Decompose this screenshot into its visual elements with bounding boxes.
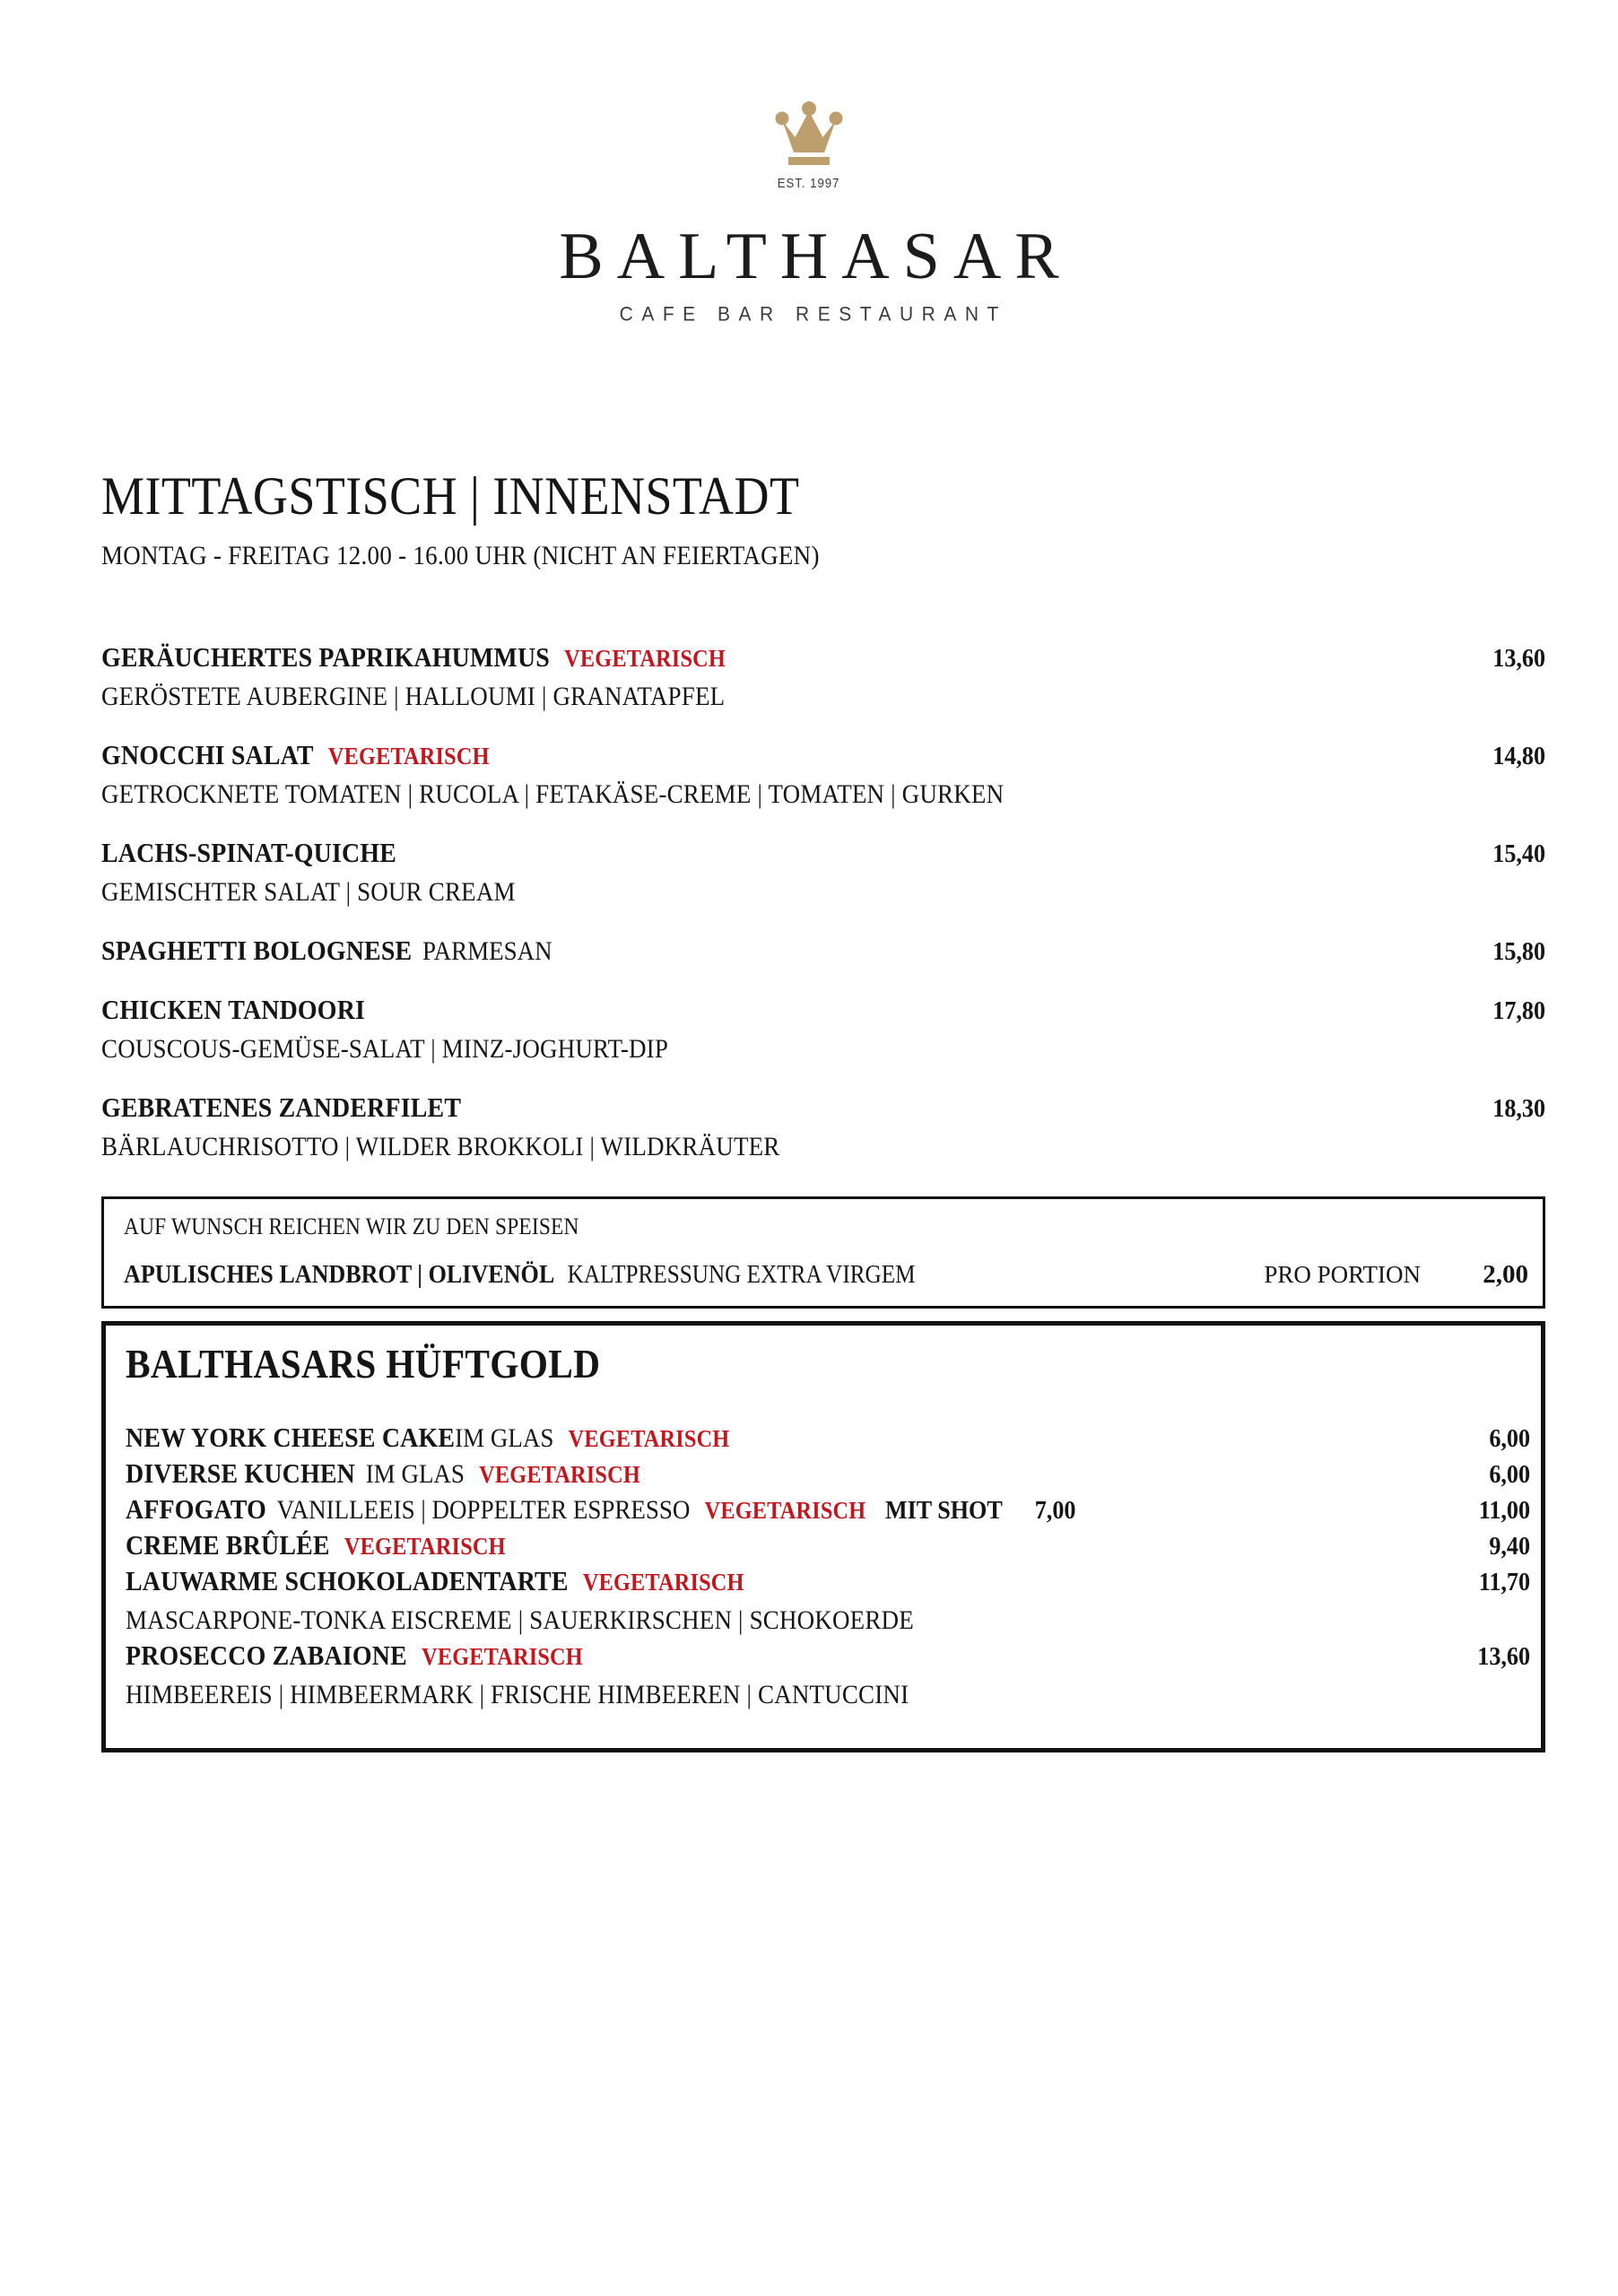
menu-item-price: 15,40 <box>1492 839 1545 868</box>
menu-item-name: SPAGHETTI BOLOGNESE <box>101 935 413 966</box>
restaurant-logo <box>0 0 1618 326</box>
menu-item-description: HIMBEEREIS | HIMBEERMARK | FRISCHE HIMBEEREN | CANTUCCINI <box>126 1680 909 1709</box>
menu-item-name: GNOCCHI SALAT <box>101 739 314 770</box>
menu-item-suffix: VANILLEEIS | DOPPELTER ESPRESSO <box>276 1495 691 1525</box>
menu-item-name: GERÄUCHERTES PAPRIKAHUMMUS <box>101 641 550 673</box>
menu-item <box>101 739 1545 810</box>
menu-item-name: LAUWARME SCHOKOLADENTARTE <box>126 1565 569 1596</box>
menu-item-description: BÄRLAUCHRISOTTO | WILDER BROKKOLI | WILDKRÄUTER <box>101 1132 780 1161</box>
menu-item-name: CHICKEN TANDOORI <box>101 994 366 1025</box>
menu-item-description: GEMISCHTER SALAT | SOUR CREAM <box>101 877 516 907</box>
vegetarian-badge: VEGETARISCH <box>704 1497 866 1524</box>
menu-item-price: 15,80 <box>1492 937 1545 966</box>
menu-item-row <box>126 1493 1530 1526</box>
menu-item-row <box>126 1457 1530 1490</box>
menu-item-price: 17,80 <box>1492 996 1545 1025</box>
menu-item <box>126 1529 1530 1561</box>
vegetarian-badge: VEGETARISCH <box>479 1461 640 1488</box>
menu-item-row <box>101 837 1545 869</box>
menu-item-titles <box>126 1493 1294 1526</box>
menu-item-titles <box>101 1091 1306 1124</box>
vegetarian-badge: VEGETARISCH <box>422 1643 583 1670</box>
page-subtitle: MONTAG - FREITAG 12.00 - 16.00 UHR (NICHT AN FEIERTAGEN) <box>101 541 820 570</box>
vegetarian-badge: VEGETARISCH <box>344 1533 506 1560</box>
menu-item-description: MASCARPONE-TONKA EISCREME | SAUERKIRSCHEN | SCHOKOERDE <box>126 1605 914 1635</box>
menu-item-price: 14,80 <box>1492 742 1545 770</box>
vegetarian-badge: VEGETARISCH <box>327 743 490 770</box>
established-text: EST. 1997 <box>778 176 840 191</box>
menu-item-titles <box>101 641 1306 674</box>
bread-price: 2,00 <box>1483 1260 1528 1289</box>
dessert-box <box>101 1321 1545 1752</box>
page-title: MITTAGSTISCH | INNENSTADT <box>101 466 800 526</box>
menu-item-price: 13,60 <box>1492 644 1545 673</box>
menu-item <box>126 1457 1530 1490</box>
menu-item-row <box>126 1639 1530 1672</box>
vegetarian-badge: VEGETARISCH <box>582 1569 744 1596</box>
menu-item-titles <box>126 1457 1294 1490</box>
menu-item-titles <box>101 935 1306 967</box>
menu-item-name: PROSECCO ZABAIONE <box>126 1639 407 1671</box>
bread-row <box>124 1260 1528 1290</box>
menu-item-titles <box>126 1639 1294 1672</box>
bread-offer-box <box>101 1196 1545 1309</box>
bread-note: AUF WUNSCH REICHEN WIR ZU DEN SPEISEN <box>124 1213 579 1239</box>
menu-item-price: 6,00 <box>1489 1424 1530 1453</box>
menu-item-name: GEBRATENES ZANDERFILET <box>101 1091 462 1123</box>
menu-item-row <box>101 935 1545 967</box>
menu-item <box>126 1493 1530 1526</box>
menu-item-price: 11,70 <box>1478 1568 1530 1596</box>
menu-item-titles <box>126 1422 1294 1454</box>
menu-item-price: 11,00 <box>1478 1496 1530 1525</box>
bread-main <box>124 1260 1150 1290</box>
menu-item-row <box>101 641 1545 674</box>
menu-item-row <box>126 1529 1530 1561</box>
menu-item-price: 13,60 <box>1477 1642 1530 1671</box>
menu-item-name: LACHS-SPINAT-QUICHE <box>101 837 396 868</box>
menu-item-suffix: IM GLAS <box>455 1423 554 1453</box>
menu-item <box>101 641 1545 712</box>
menu-item-price: 6,00 <box>1489 1460 1530 1489</box>
menu-item-titles <box>126 1529 1294 1561</box>
menu-item-name: AFFOGATO <box>126 1493 266 1525</box>
bread-item-detail: KALTPRESSUNG EXTRA VIRGEM <box>567 1261 916 1289</box>
menu-item-description: COUSCOUS-GEMÜSE-SALAT | MINZ-JOGHURT-DIP <box>101 1034 669 1064</box>
menu-item-row <box>126 1565 1530 1597</box>
menu-item-extra-price: 7,00 <box>1034 1496 1076 1525</box>
dessert-list <box>126 1422 1530 1710</box>
vegetarian-badge: VEGETARISCH <box>564 645 726 672</box>
menu-item-name: NEW YORK CHEESE CAKE <box>126 1422 456 1453</box>
menu-item-titles <box>101 739 1306 771</box>
crown-icon <box>772 100 846 172</box>
dessert-section-title: BALTHASARS HÜFTGOLD <box>126 1341 601 1387</box>
brand-tagline: CAFE BAR RESTAURANT <box>619 303 1007 326</box>
crown-wrap <box>0 100 1618 191</box>
menu-item <box>126 1639 1530 1710</box>
menu-item <box>101 837 1545 908</box>
menu-item-titles <box>101 837 1306 869</box>
menu-item <box>126 1422 1530 1454</box>
menu-item-name: CREME BRÛLÉE <box>126 1529 330 1561</box>
menu-item-row <box>101 994 1545 1026</box>
menu-item-suffix: IM GLAS <box>365 1459 465 1489</box>
menu-item-row <box>126 1422 1530 1454</box>
menu-item-titles <box>101 994 1306 1026</box>
menu-item <box>101 994 1545 1065</box>
menu-item-price: 18,30 <box>1492 1094 1545 1123</box>
vegetarian-badge: VEGETARISCH <box>568 1425 730 1452</box>
menu-item-titles <box>126 1565 1294 1597</box>
menu-item-suffix: PARMESAN <box>422 936 552 966</box>
menu-item-extra-label: MIT SHOT <box>884 1496 1003 1525</box>
bread-portion-label: PRO PORTION <box>1264 1261 1421 1288</box>
menu-item <box>101 1091 1545 1162</box>
menu-item <box>126 1565 1530 1636</box>
menu-item-description: GETROCKNETE TOMATEN | RUCOLA | FETAKÄSE-CREME | TOMATEN | GURKEN <box>101 779 1005 809</box>
menu-item-row <box>101 1091 1545 1124</box>
menu-item-description: GERÖSTETE AUBERGINE | HALLOUMI | GRANATAPFEL <box>101 682 726 711</box>
menu-item-name: DIVERSE KUCHEN <box>126 1457 355 1489</box>
menu-item-price: 9,40 <box>1489 1532 1530 1561</box>
main-dish-list <box>101 641 1545 1162</box>
menu-header <box>101 466 1545 571</box>
bread-item-name: APULISCHES LANDBROT | OLIVENÖL <box>124 1260 555 1289</box>
menu-item-row <box>101 739 1545 771</box>
menu-item <box>101 935 1545 967</box>
brand-wordmark: BALTHASAR <box>559 220 1073 293</box>
